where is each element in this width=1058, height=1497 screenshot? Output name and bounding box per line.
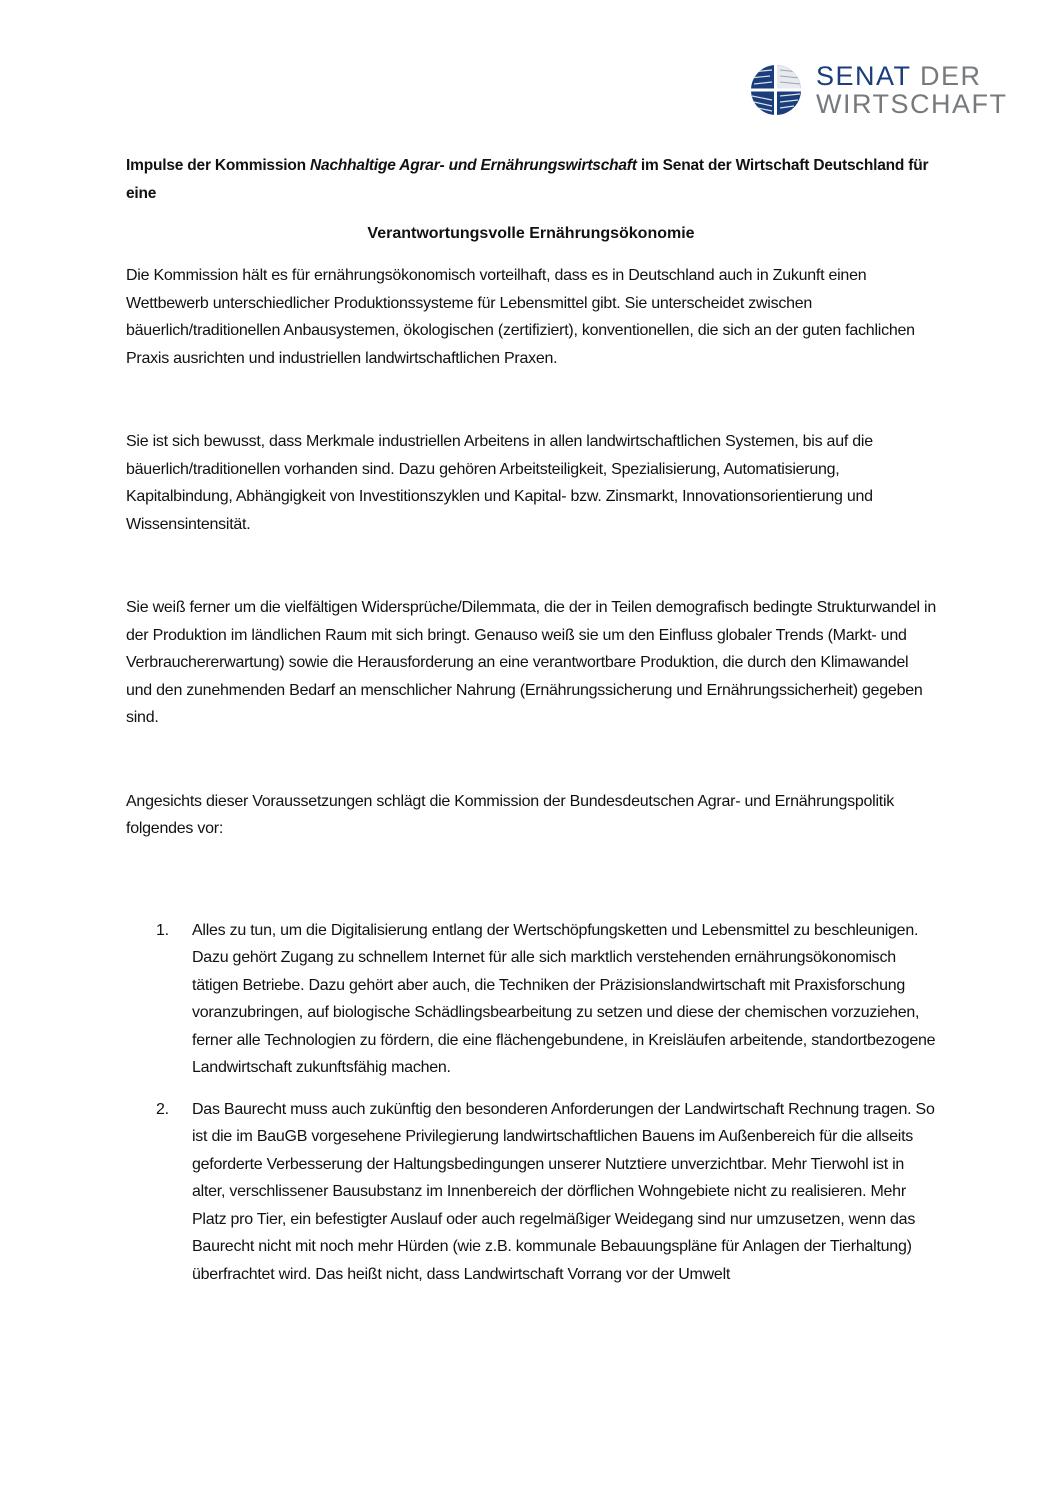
document-heading xyxy=(126,152,936,208)
heading-part-3: im Senat der Wirtschaft Deutschland für eine xyxy=(126,157,929,202)
paragraph-1: Die Kommission hält es für ernährungsökonomisch vorteilhaft, dass es in Deutschland auch in Zukunft einen Wettbewerb unterschiedlicher Produktionssysteme für Lebensmittel gibt. Sie unterscheidet zwischen bäuerlich/traditionellen Anbausystemen, ökologischen (zertifiziert), konventionellen, die sich an der guten fachlichen Praxis ausrichten und industriellen landwirtschaftlichen Praxen. xyxy=(126,267,915,367)
logo-senat-text: SENAT xyxy=(816,61,912,91)
list-item-number: 1. xyxy=(156,921,169,939)
logo-wordmark xyxy=(816,62,1008,118)
list-item xyxy=(126,917,936,1082)
heading-part-1: Impulse der Kommission xyxy=(126,157,311,174)
document-body xyxy=(126,152,936,1302)
document-subtitle: Verantwortungsvolle Ernährungsökonomie xyxy=(367,225,695,242)
globe-icon xyxy=(750,64,802,116)
paragraph-4: Angesichts dieser Voraussetzungen schlägt die Kommission der Bundesdeutschen Agrar- und Ernährungspolitik folgendes vor: xyxy=(126,792,894,837)
paragraph-3: Sie weiß ferner um die vielfältigen Widersprüche/Dilemmata, die der in Teilen demografisch bedingte Strukturwandel in der Produktion im ländlichen Raum mit sich bringt. Genauso weiß sie um den Einfluss globaler Trends (Markt- und Verbrauchererwartung) sowie die Herausforderung an eine verantwortbare Produktion, die durch den Klimawandel und den zunehmenden Bedarf an menschlicher Nahrung (Ernährungssicherung und Ernährungssicherheit) gegeben sind. xyxy=(126,599,936,726)
paragraph-2: Sie ist sich bewusst, dass Merkmale industriellen Arbeitens in allen landwirtschaftlichen Systemen, bis auf die bäuerlich/traditionellen vorhanden sind. Dazu gehören Arbeitsteiligkeit, Spezialisierung, Automatisierung, Kapitalbindung, Abhängigkeit von Investitionszyklen und Kapital- bzw. Zinsmarkt, Innovationsorientierung und Wissensintensität. xyxy=(126,433,873,533)
list-item-number: 2. xyxy=(156,1100,169,1118)
logo-wirtschaft-text: WIRTSCHAFT xyxy=(816,89,1008,119)
senat-der-wirtschaft-logo xyxy=(750,62,1008,118)
proposal-list xyxy=(126,917,936,1289)
heading-commission-name: Nachhaltige Agrar- und Ernährungswirtschaft xyxy=(310,157,637,174)
list-item-text: Das Baurecht muss auch zukünftig den besonderen Anforderungen der Landwirtschaft Rechnung tragen. So ist die im BauGB vorgesehene Privilegierung landwirtschaftlichen Bauens im Außenbereich für die allseits geforderte Verbesserung der Haltungsbedingungen unserer Nutztiere unverzichtbar. Mehr Tierwohl ist in alter, verschlissener Bausubstanz im Innenbereich der dörflichen Wohngebiete nicht zu realisieren. Mehr Platz pro Tier, ein befestigter Auslauf oder auch regelmäßiger Weidegang sind nur umzusetzen, wenn das Baurecht nicht mit noch mehr Hürden (wie z.B. kommunale Bebauungspläne für Anlagen der Tierhaltung) überfrachtet wird. Das heißt nicht, dass Landwirtschaft Vorrang vor der Umwelt xyxy=(192,1100,935,1283)
logo-der-text: DER xyxy=(911,61,982,91)
list-item xyxy=(126,1096,936,1289)
list-item-text: Alles zu tun, um die Digitalisierung entlang der Wertschöpfungsketten und Lebensmittel zu beschleunigen. Dazu gehört Zugang zu schnellem Internet für alle sich marktlich verstehenden ernährungsökonomisch tätigen Betriebe. Dazu gehört aber auch, die Techniken der Präzisionslandwirtschaft mit Praxisforschung voranzubringen, auf biologische Schädlingsbearbeitung zu setzen und diese der chemischen vorzuziehen, ferner alle Technologien zu fördern, die eine flächengebundene, in Kreisläufen arbeitende, standortbezogene Landwirtschaft zukunftsfähig machen. xyxy=(192,921,936,1076)
